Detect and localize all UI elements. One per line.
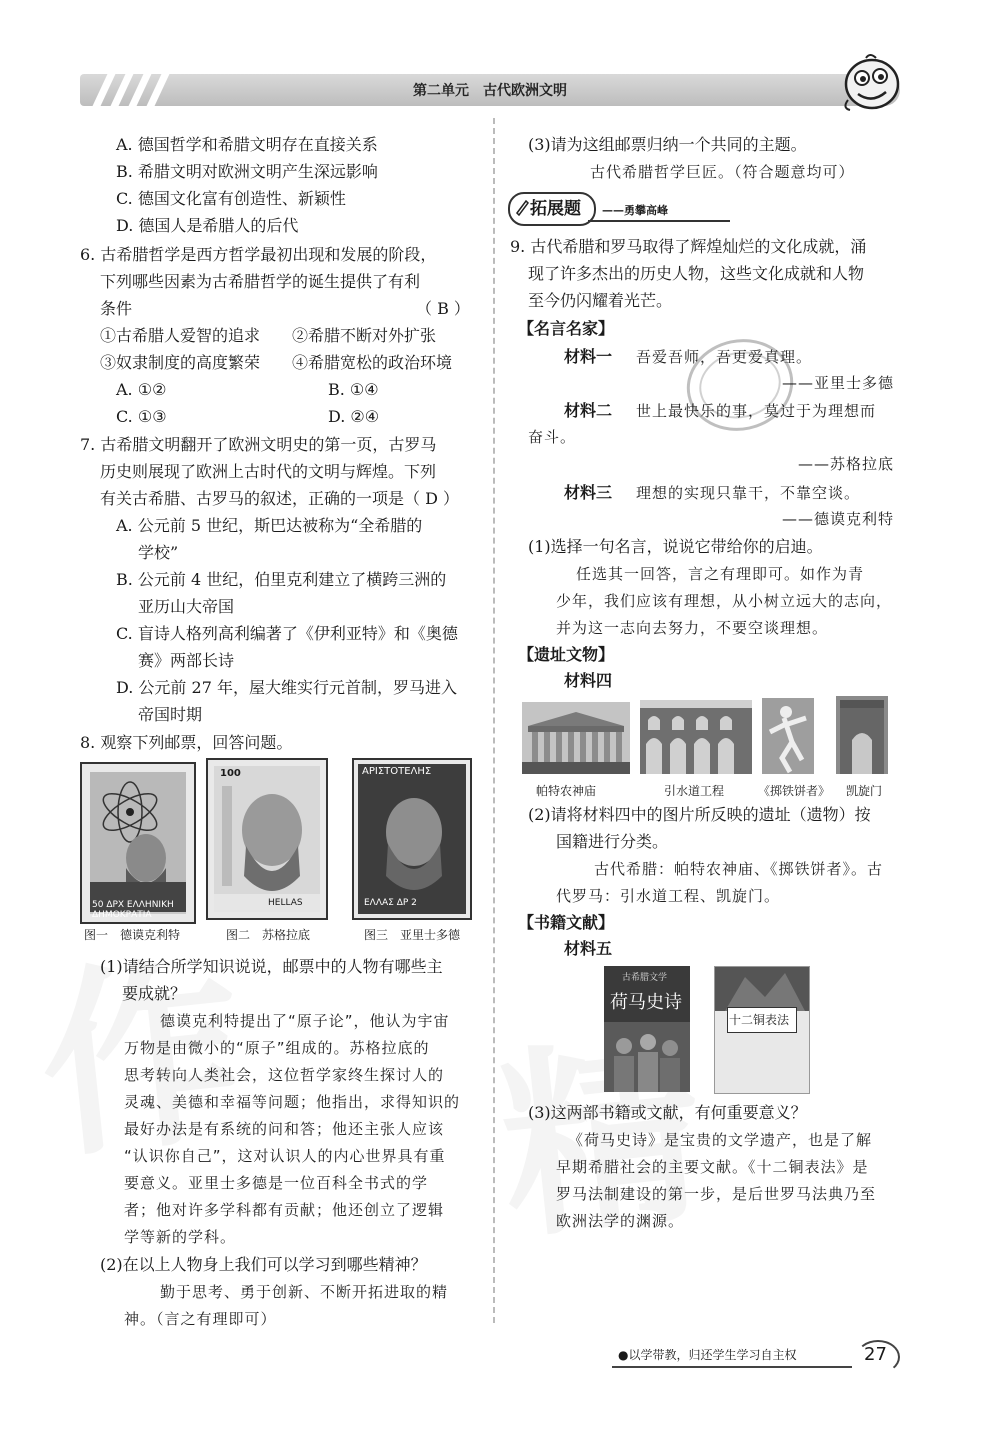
material-5-label: 材料五 bbox=[564, 939, 613, 958]
q6-item-3: ③奴隶制度的高度繁荣 bbox=[100, 353, 261, 372]
q7-stem-line2: 历史则展现了欧洲上古时代的文明与辉煌。下列 bbox=[100, 462, 437, 481]
q9-stem-line3: 至今仍闪耀着光芒。 bbox=[528, 291, 673, 310]
q9-ans3-line4: 欧洲法学的渊源。 bbox=[556, 1212, 685, 1230]
q8-ans3: 古代希腊哲学巨匠。（符合题意均可） bbox=[590, 163, 855, 181]
mascot-icon bbox=[836, 52, 906, 114]
material-2-author: ——苏格拉底 bbox=[798, 455, 895, 473]
page-number: 27 bbox=[864, 1344, 887, 1365]
homer-book-title: 荷马史诗 bbox=[610, 992, 682, 1013]
column-divider bbox=[493, 118, 495, 1323]
socrates-portrait bbox=[214, 766, 320, 912]
q8-sub2: (2)在以上人物身上我们可以学习到哪些精神？ bbox=[100, 1255, 427, 1274]
aqueduct-photo bbox=[640, 700, 752, 774]
material-3-text: 理想的实现只靠干，不靠空谈。 bbox=[636, 484, 861, 502]
q6-choice-c: C. ①③ bbox=[116, 407, 167, 426]
q8-ans1-line1: 德谟克利特提出了“原子论”，他认为宇宙 bbox=[160, 1012, 450, 1030]
q5-option-a: A. 德国哲学和希腊文明存在直接关系 bbox=[116, 135, 378, 154]
parthenon-photo bbox=[522, 702, 630, 774]
material-1-label: 材料一 bbox=[564, 347, 613, 366]
q5-option-d: D. 德国人是希腊人的后代 bbox=[116, 216, 299, 235]
q7-stem-line3: 有关古希腊、古罗马的叙述，正确的一项是（ D ） bbox=[100, 489, 460, 508]
photo-caption-arch: 凯旋门 bbox=[846, 784, 883, 798]
material-2-label: 材料二 bbox=[564, 401, 613, 420]
unit-title: 第二单元 古代欧洲文明 bbox=[413, 83, 567, 99]
material-2-text-cont: 奋斗。 bbox=[528, 428, 577, 446]
q9-ans1-line2: 少年，我们应该有理想，从小树立远大的志向， bbox=[556, 592, 893, 610]
q8-sub3: (3)请为这组邮票归纳一个共同的主题。 bbox=[528, 135, 807, 154]
q7-option-a: A. 公元前 5 世纪，斯巴达被称为“全希腊的 bbox=[116, 516, 423, 535]
twelve-tables-book bbox=[714, 966, 810, 1094]
q9-ans3-line3: 罗马法制建设的第一步，是后世罗马法典乃至 bbox=[556, 1185, 877, 1203]
material-2-text: 世上最快乐的事，莫过于为理想而 bbox=[636, 402, 877, 420]
q9-ans2-line1: 古代希腊：帕特农神庙、《掷铁饼者》。古 bbox=[594, 860, 884, 878]
material-1-author: ——亚里士多德 bbox=[782, 374, 895, 392]
q9-sub1: (1)选择一句名言，说说它带给你的启迪。 bbox=[528, 537, 823, 556]
homer-book-series: 古希腊文学 bbox=[622, 973, 668, 983]
q7-option-c-cont: 赛》两部长诗 bbox=[138, 651, 235, 670]
pencil-icon bbox=[514, 198, 530, 216]
photo-caption-discobolus: 《掷铁饼者》 bbox=[758, 784, 831, 798]
q8-ans1-line5: 最好办法是有系统的问和答；他还主张人应该 bbox=[124, 1120, 445, 1138]
aristotle-portrait bbox=[358, 764, 466, 914]
q8-ans1-line4: 灵魂、美德和幸福等问题；他指出，求得知识的 bbox=[124, 1093, 461, 1111]
q7-option-b: B. 公元前 4 世纪，伯里克利建立了横跨三洲的 bbox=[116, 570, 447, 589]
q8-ans1-line8: 者；他对许多学科都有贡献；他还创立了逻辑 bbox=[124, 1201, 445, 1219]
q5-option-b: B. 希腊文明对欧洲文明产生深远影响 bbox=[116, 162, 378, 181]
stamp-caption-3: 图三 亚里士多德 bbox=[364, 928, 461, 942]
faint-seal-icon bbox=[680, 330, 800, 440]
q7-option-d: D. 公元前 27 年，屋大维实行元首制，罗马进入 bbox=[116, 678, 457, 697]
q6-choice-a: A. ①② bbox=[116, 380, 167, 399]
q6-item-4: ④希腊宽松的政治环境 bbox=[292, 353, 453, 372]
stamp-3-title: ΑΡΙΣΤΟΤΕΛΗΣ bbox=[362, 766, 432, 777]
stamp-1-text: 50 ΔPX ΕΛΛΗΝΙΚΗ ΔΗΜΟΚΡΑΤΙΑ bbox=[92, 900, 174, 920]
section-books: 【书籍文献】 bbox=[518, 913, 615, 932]
stamp-2-value: 100 bbox=[220, 768, 241, 779]
extension-section-header bbox=[508, 192, 730, 224]
q9-ans3-line2: 早期希腊社会的主要文献。《十二铜表法》是 bbox=[556, 1158, 869, 1176]
q7-option-d-cont: 帝国时期 bbox=[138, 705, 203, 724]
q7-option-c: C. 盲诗人格列高利编著了《伊利亚特》和《奥德 bbox=[116, 624, 458, 643]
discobolus-photo bbox=[762, 698, 814, 774]
q6-stem-line1: 6. 古希腊哲学是西方哲学最初出现和发展的阶段， bbox=[80, 245, 437, 264]
q7-stem-line1: 7. 古希腊文明翻开了欧洲文明史的第一页，古罗马 bbox=[80, 435, 437, 454]
q9-ans3-line1: 《荷马史诗》是宝贵的文学遗产，也是了解 bbox=[568, 1131, 873, 1149]
q8-ans1-line6: “认识你自己”，这对认识人的内心世界具有重 bbox=[124, 1147, 446, 1165]
material-1-text: 吾爱吾师，吾更爱真理。 bbox=[636, 348, 813, 366]
material-4-label: 材料四 bbox=[564, 671, 613, 690]
material-3-author: ——德谟克利特 bbox=[782, 510, 895, 528]
page-footer bbox=[612, 1342, 912, 1372]
q6-item-2: ②希腊不断对外扩张 bbox=[292, 326, 437, 345]
democritus-portrait bbox=[90, 772, 186, 912]
q9-sub3: (3)这两部书籍或文献，有何重要意义？ bbox=[528, 1103, 807, 1122]
q8-ans2-line2: 神。（言之有理即可） bbox=[124, 1310, 277, 1328]
extension-title: 拓展题 bbox=[530, 199, 581, 219]
q6-choice-d: D. ②④ bbox=[328, 407, 380, 426]
q6-choice-b: B. ①④ bbox=[328, 380, 379, 399]
q8-ans2-line1: 勤于思考、勇于创新、不断开拓进取的精 bbox=[160, 1283, 449, 1301]
stamp-3-text: ΕΛΛΑΣ ΔΡ 2 bbox=[364, 898, 417, 908]
extension-subtitle: ——勇攀高峰 bbox=[602, 204, 668, 217]
q6-answer: （ B ） bbox=[416, 299, 470, 318]
section-quotes: 【名言名家】 bbox=[518, 319, 615, 338]
stamp-caption-2: 图二 苏格拉底 bbox=[226, 928, 311, 942]
homer-epic-book bbox=[604, 966, 690, 1092]
q8-ans1-line3: 思考转向人类社会，这位哲学家终生探讨人的 bbox=[124, 1066, 445, 1084]
q9-sub2-line1: (2)请将材料四中的图片所反映的遗址（遗物）按 bbox=[528, 805, 871, 824]
q5-option-c: C. 德国文化富有创造性、新颖性 bbox=[116, 189, 346, 208]
page-header bbox=[80, 74, 900, 106]
stamp-caption-1: 图一 德谟克利特 bbox=[84, 928, 181, 942]
q9-stem-line1: 9. 古代希腊和罗马取得了辉煌灿烂的文化成就，涌 bbox=[510, 237, 867, 256]
section-sites: 【遗址文物】 bbox=[518, 645, 615, 664]
q6-stem-line2: 下列哪些因素为古希腊哲学的诞生提供了有利 bbox=[100, 272, 421, 291]
q8-ans1-line2: 万物是由微小的“原子”组成的。苏格拉底的 bbox=[124, 1039, 430, 1057]
twelve-tables-cover-art bbox=[715, 967, 809, 1011]
footer-slogan: ●以学带教，归还学生学习自主权 bbox=[618, 1348, 797, 1362]
q9-ans1-line1: 任选其一回答，言之有理即可。如作为青 bbox=[576, 565, 865, 583]
stamp-aristotle bbox=[352, 758, 472, 920]
stamp-2-text: HELLAS bbox=[268, 898, 303, 908]
q7-option-b-cont: 亚历山大帝国 bbox=[138, 597, 235, 616]
q9-stem-line2: 现了许多杰出的历史人物，这些文化成就和人物 bbox=[528, 264, 865, 283]
q8-sub1-line2: 要成就？ bbox=[122, 984, 187, 1003]
q6-item-1: ①古希腊人爱智的追求 bbox=[100, 326, 261, 345]
stamp-democritus bbox=[80, 762, 196, 924]
q7-option-a-cont: 学校” bbox=[138, 543, 179, 562]
stamp-socrates bbox=[206, 758, 328, 920]
q8-ans1-line9: 学等新的学科。 bbox=[124, 1228, 237, 1246]
material-3-label: 材料三 bbox=[564, 483, 613, 502]
photo-caption-parthenon: 帕特农神庙 bbox=[536, 784, 597, 798]
homer-cover-art bbox=[604, 1022, 690, 1092]
q9-ans1-line3: 并为这一志向去努力，不要空谈理想。 bbox=[556, 619, 829, 637]
q9-ans2-line2: 代罗马：引水道工程、凯旋门。 bbox=[556, 887, 781, 905]
q6-stem-line3: 条件 bbox=[100, 299, 133, 318]
arch-of-triumph-photo bbox=[836, 696, 888, 774]
twelve-tables-title: 十二铜表法 bbox=[729, 1013, 790, 1027]
q8-ans1-line7: 要意义。亚里士多德是一位百科全书式的学 bbox=[124, 1174, 429, 1192]
q9-sub2-line2: 国籍进行分类。 bbox=[556, 832, 669, 851]
photo-caption-aqueduct: 引水道工程 bbox=[664, 784, 725, 798]
q8-sub1-line1: (1)请结合所学知识说说，邮票中的人物有哪些主 bbox=[100, 957, 443, 976]
q8-stem: 8. 观察下列邮票，回答问题。 bbox=[80, 733, 293, 752]
